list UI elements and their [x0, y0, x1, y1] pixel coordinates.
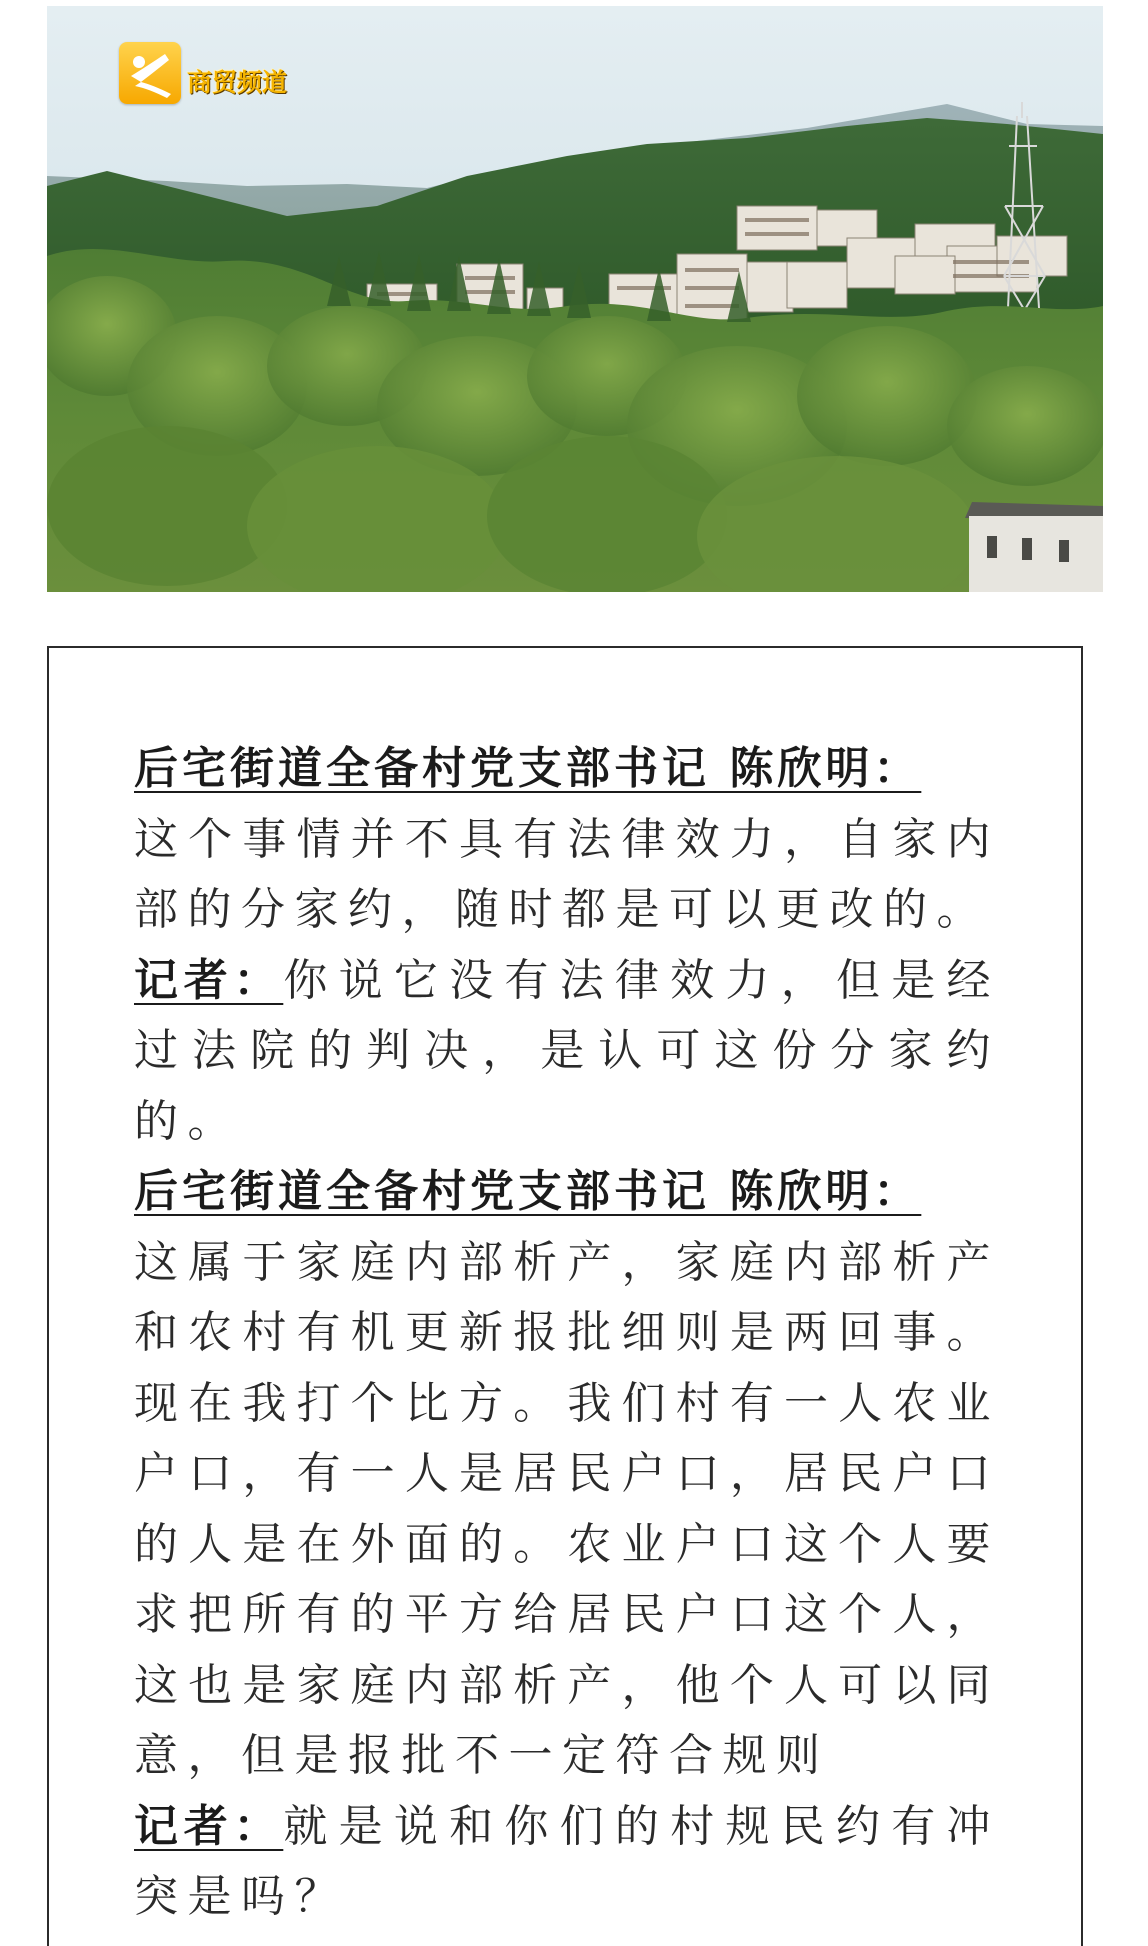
interview-transcript — [134, 734, 1000, 1933]
channel-logo-text: 商贸频道 — [187, 68, 288, 97]
speech-text: 这个事情并不具有法律效力，自家内部的分家约，随时都是可以更改的。 — [134, 813, 1000, 935]
speaker-label: 后宅街道全备村党支部书记 陈欣明： — [134, 743, 922, 794]
transcript-entry — [134, 946, 1000, 1158]
roadside-building — [965, 502, 1103, 592]
channel-logo — [119, 42, 287, 104]
speech-text: 你说它没有法律效力，但是经过法院的判决，是认可这份分家约的。 — [134, 954, 1001, 1147]
speaker-label: 记者： — [134, 954, 284, 1006]
news-video-still — [47, 6, 1103, 592]
channel-logo-icon — [119, 42, 181, 104]
speaker-label: 后宅街道全备村党支部书记 陈欣明： — [134, 1166, 922, 1217]
speech-text: 就是说和你们的村规民约有冲突是吗？ — [134, 1800, 1001, 1922]
transcript-entry — [134, 734, 1000, 946]
transcript-entry — [134, 1792, 1000, 1933]
speech-text: 这属于家庭内部析产，家庭内部析产和农村有机更新报批细则是两回事。现在我打个比方。我们村有一人农业户口，有一人是居民户口，居民户口的人是在外面的。农业户口这个人要求把所有的平方给居民户口这个人，这也是家庭内部析产，他个人可以同意，但是报批不一定符合规则 — [134, 1236, 1000, 1781]
interview-transcript-box — [47, 646, 1083, 1946]
speaker-label: 记者： — [134, 1800, 284, 1852]
transcript-entry — [134, 1157, 1000, 1792]
